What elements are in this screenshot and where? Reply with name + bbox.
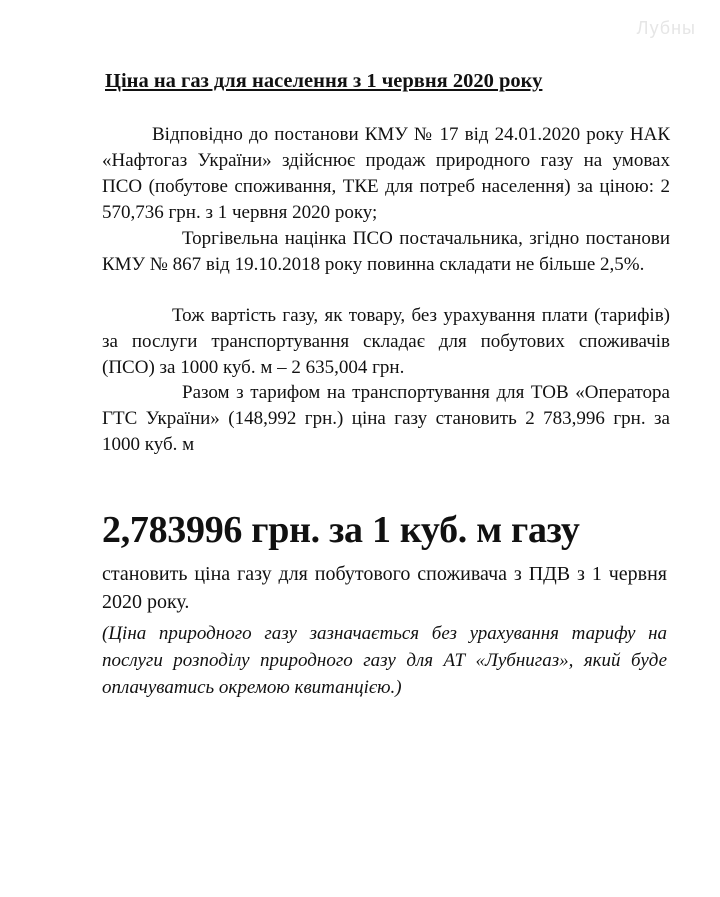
paragraph-cost-without-transport: Тож вартість газу, як товару, без урахування плати (тарифів) за послуги транспортування складає для побутових споживачів (ПСО) за 1000 куб. м – 2 635,004 грн. (102, 305, 670, 378)
italic-note: (Ціна природного газу зазначається без урахування тарифу на послуги розподілу природного газу для АТ «Лубнигаз», який буде оплачуватись окремою квитанцією.) (102, 623, 667, 698)
paragraph-base-price: Відповідно до постанови КМУ № 17 від 24.01.2020 року НАК «Нафтогаз України» здійснює продаж природного газу на умовах ПСО (побутове споживання, ТКЕ для потреб населення) за ціною: 2 570,736 грн. з 1 червня 2020 року; (102, 124, 670, 223)
price-headline: 2,783996 грн. за 1 куб. м газу (102, 509, 580, 551)
paragraph-markup: Торгівельна націнка ПСО постачальника, згідно постанови КМУ № 867 від 19.10.2018 року повинна складати не більше 2,5%. (102, 228, 670, 275)
watermark-logo: Лубны (636, 18, 696, 38)
paragraph-total-with-transport: Разом з тарифом на транспортування для ТОВ «Оператора ГТС України» (148,992 грн.) ціна газу становить 2 783,996 грн. за 1000 куб. м (102, 382, 670, 455)
document-title: Ціна на газ для населення з 1 червня 2020 року (105, 70, 543, 92)
price-subline: становить ціна газу для побутового споживача з ПДВ з 1 червня 2020 року. (102, 563, 667, 613)
